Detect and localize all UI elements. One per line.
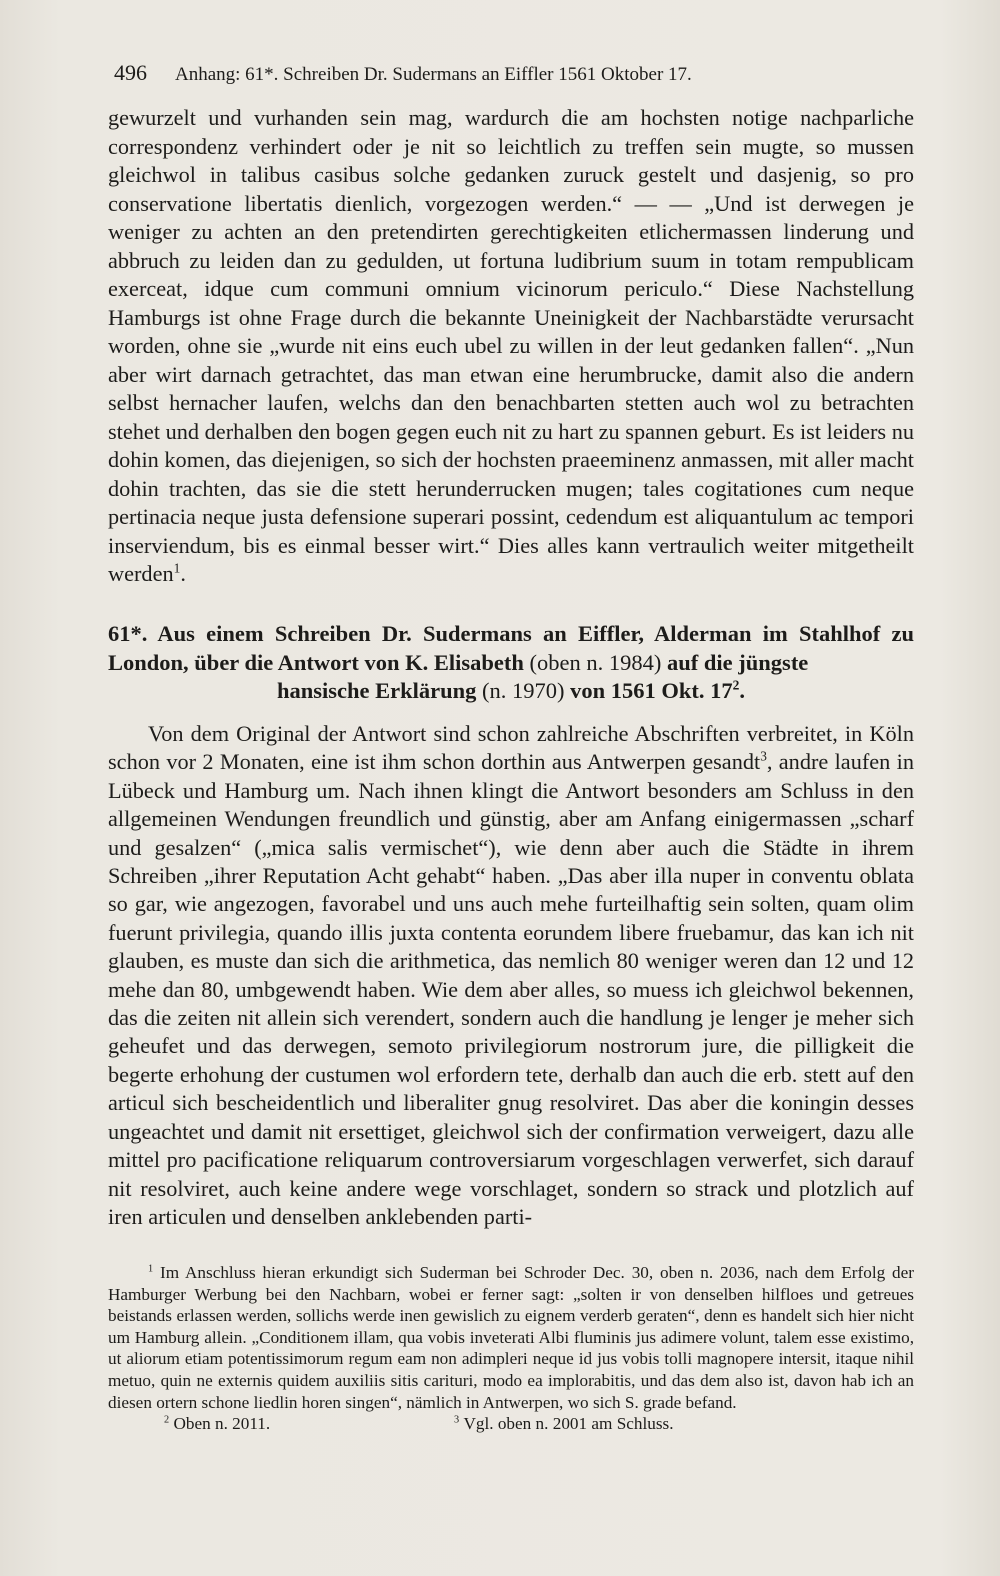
footnote-3	[454, 1413, 674, 1435]
section-title-d: von 1561 Okt. 17	[570, 678, 733, 703]
footnote-3-text: Vgl. oben n. 2001 am Schluss.	[463, 1414, 674, 1434]
footnote-ref-3: 3	[760, 748, 767, 764]
running-title: Anhang: 61*. Schreiben Dr. Sudermans an Eiffler 1561 Oktober 17.	[175, 64, 692, 85]
section-ref-a: (oben n. 1984)	[529, 649, 662, 675]
section-heading	[108, 620, 914, 706]
body-paragraph: gewurzelt und vurhanden sein mag, wardurch die am hochsten notige nachparliche correspondenz verhindert oder je nit so leichtlich zu treffen sein mugte, so mussen gleichwol in talibus casibus solche gedanken zuruck gestelt und dasjenig, so pro conservatione libertatis dienlich, vorgezogen werden.“ — — „Und ist derwegen je weniger zu achten an den pretendirten gerechtigkeiten etlichermassen linderung und abbruch zu leiden dan zu gedulden, ut fortuna ludibrium suum in totam rempublicam exerceat, idque cum communi omnium vicinorum periculo.“ Diese Nachstellung Hamburgs ist ohne Frage durch die bekannte Uneinigkeit der Nachbarstädte verursacht worden, ohne sie „wurde nit eins euch ubel zu willen in der leut gedanken fallen“. „Nun aber wirt darnach getrachtet, das man etwan eine herumbrucke, damit also die andern selbst hernacher laufen, welchs dan den benachbarten stetten auch wol zu betrachten stehet und derhalben den bogen gegen euch nit zu hart zu spannen geburt. Es ist leiders nu dohin komen, das diejenigen, so sich der hochsten praeeminenz anmassen, mit aller macht dohin trachten, das sie die stett herunderrucken mugen; tales cogitationes cum neque pertinacia neque justa defensione superari possint, cedendum est aliquantulum ac tempori inserviendum, bis es einmal besser wirt.“ Dies alles kann vertraulich weiter mitgetheilt werden$^1$.	[108, 105, 914, 586]
footnotes	[108, 1262, 914, 1435]
section-title-a: Aus einem Schreiben Dr. Sudermans an Eiffler, Alderman im Stahlhof zu London, über die Antwort von K. Elisabeth	[108, 621, 914, 675]
body-paragraph-text: gewurzelt und vurhanden sein mag, wardurch die am hochsten notige nachparliche correspondenz verhindert oder je nit so leichtlich zu treffen sein mugte, so mussen gleichwol in talibus casibus solche gedanken zuruck gestelt und dasjenig, so pro conservatione libertatis dienlich, vorgezogen werden.“ — — „Und ist derwegen je weniger zu achten an den pretendirten gerechtigkeiten etlichermassen linderung und abbruch zu leiden dan zu gedulden, ut fortuna ludibrium suum in totam rempublicam exerceat, idque cum communi omnium vicinorum periculo.“ Diese Nachstellung Hamburgs ist ohne Frage durch die bekannte Uneinigkeit der Nachbarstädte verursacht worden, ohne sie „wurde nit eins euch ubel zu willen in der leut gedanken fallen“. „Nun aber wirt darnach getrachtet, das man etwan eine herumbrucke, damit also die andern selbst hernacher laufen, welchs dan den benachbarten stetten auch wol zu betrachten stehet und derhalben den bogen gegen euch nit zu hart zu spannen geburt. Es ist leiders nu dohin komen, das diejenigen, so sich der hochsten praeeminenz anmassen, mit aller macht dohin trachten, das sie die stett herunderrucken mugen; tales cogitationes cum neque pertinacia neque justa defensione superari possint, cedendum est aliquantulum ac tempori inserviendum, bis es einmal besser wirt.“ Dies alles kann vertraulich weiter mitgetheilt werden	[108, 105, 914, 586]
running-header	[114, 60, 914, 88]
section-title-b: auf die jüngste	[667, 649, 809, 675]
continued-text	[108, 104, 914, 589]
footnote-3-mark: 3	[454, 1414, 460, 1426]
footnote-2-text: Oben n. 2011.	[173, 1414, 271, 1434]
footnote-ref-2: 2	[732, 677, 740, 693]
footnote-1-text: Im Anschluss hieran erkundigt sich Suderman bei Schroder Dec. 30, oben n. 2036, nach dem Erfolg der Hamburger Werbung bei den Nachbarn, wobei er ferner sagt: „solten ir von denselben hilfloes und getreues beistands erlassen werden, sollichs werde inen gewislich zu eignem verderb geraten“, denn es handelt sich hier nicht um Hamburg allein. „Conditionem illam, qua vobis inveterati Albi fluminis jus adimere volunt, talem esse existimo, ut aliorum etiam potentissimorum regum eam non adimpleri neque id jus vobis tolli magnopere intersit, itaque nihil metuo, quin ne externis quidem auxiliis sitis carituri, modo ea implorabitis, und das dem also ist, davon hab ich an diesen ortern schone liedlin horen singen“, nämlich in Antwerpen, wo sich S. grade befand.	[108, 1263, 915, 1412]
section-number: 61*.	[108, 621, 148, 646]
section-paragraph	[108, 720, 914, 1231]
page-number: 496	[114, 60, 147, 85]
section-text-1: Von dem Original der Antwort sind schon zahlreiche Abschriften verbreitet, in Köln schon vor 2 Monaten, eine ist ihm schon dorthin aus Antwerpen gesandt	[108, 721, 914, 775]
footnote-1	[108, 1262, 914, 1413]
footnote-2-mark: 2	[164, 1414, 170, 1426]
section-heading-line2: hansische Erklärung (n. 1970) von 1561 Okt. $17^2$.	[276, 677, 746, 703]
section-text-2: , andre laufen in Lübeck und Hamburg um. Nach ihnen klingt die Antwort besonders am Schluss in den allgemeinen Wendungen freundlich und günstig, aber am Anfang einigermassen „scharf und gesalzen“ („mica salis vermischet“), wie denn aber auch die Städte in ihrem Schreiben „ihrer Reputation Acht gehabt“ haben. „Das aber illa nuper in conventu oblata so gar, wie angezogen, favorabel und uns auch mehe furteilhaftig sein solten, quam olim fuerunt privilegia, quando illis juxta contenta eorundem libere fruebamur, das kan ich nit glauben, es muste dan sich die arithmetica, das nemlich 80 weniger weren dan 12 und 12 mehe dan 80, umbgewendt haben. Wie dem aber alles, so muess ich gleichwol bekennen, das die zeiten nit allein sich verendert, sondern auch die handlung je lenger je meher sich geheufet und das derwegen, semoto privilegiorum nostrorum jure, die pilligkeit die begerte erhohung der custumen wol erfordern tete, derhalb dan auch die erb. stett auf den articul sich bescheidentlich und liberaliter gnug resolviret. Das aber die koningin desses ungeachtet und damit nit ersettiget, gleichwol sich der confirmation verweigert, dazu alle mittel pro pacificatione reliquarum controversiarum vorgeschlagen verwerfet, sich darauf nit resolviret, auch keine andere wege vorschlaget, sondern so strack und plotzlich auf iren articulen und denselben anklebenden parti-	[108, 749, 914, 1229]
footnote-2	[108, 1413, 454, 1435]
footnote-ref-1: 1	[173, 560, 181, 576]
footnote-1-mark: 1	[148, 1263, 154, 1275]
section-ref-b: (n. 1970)	[482, 678, 565, 703]
footnote-row	[108, 1413, 914, 1435]
section-body	[108, 720, 914, 1231]
section-title-c: hansische Erklärung	[276, 678, 477, 703]
